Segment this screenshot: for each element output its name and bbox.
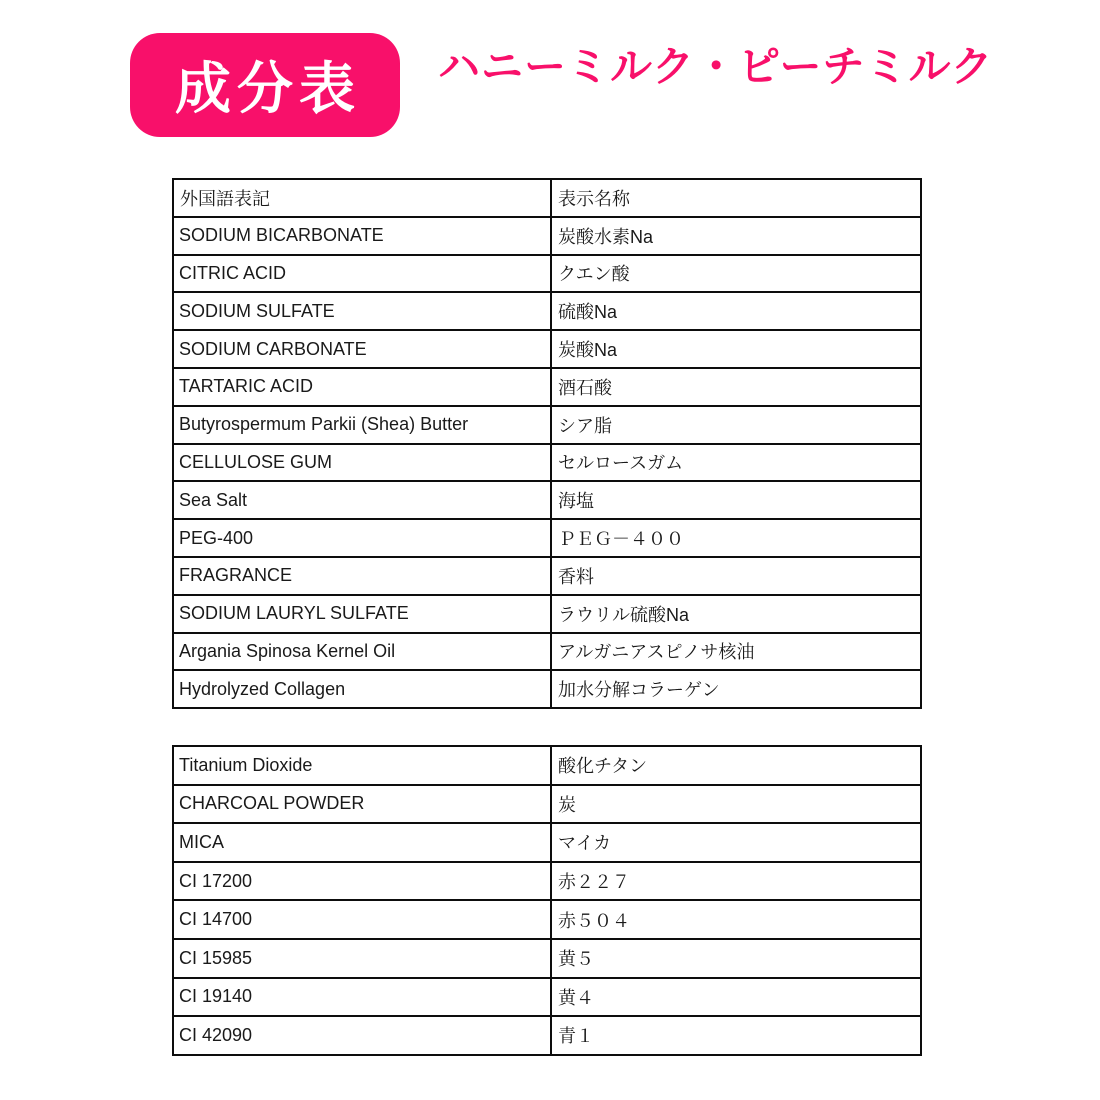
ingredient-foreign-cell: CI 19140: [173, 978, 551, 1017]
ingredient-display-cell: 海塩: [551, 481, 921, 519]
ingredient-foreign-cell: CELLULOSE GUM: [173, 444, 551, 482]
ingredient-display-cell: アルガニアスピノサ核油: [551, 633, 921, 671]
table-row: [173, 292, 921, 330]
ingredient-foreign-cell: CI 42090: [173, 1016, 551, 1055]
table-row: [173, 633, 921, 671]
ingredient-foreign-cell: CHARCOAL POWDER: [173, 785, 551, 824]
ingredient-display-cell: 青１: [551, 1016, 921, 1055]
column-header-foreign-notation: 外国語表記: [173, 179, 551, 217]
ingredient-display-cell: 加水分解コラーゲン: [551, 670, 921, 708]
ingredient-display-cell: マイカ: [551, 823, 921, 862]
table-row: [173, 557, 921, 595]
ingredient-display-cell: 炭酸水素Na: [551, 217, 921, 255]
ingredient-display-cell: 酸化チタン: [551, 746, 921, 785]
ingredient-foreign-cell: CI 17200: [173, 862, 551, 901]
ingredient-display-cell: シア脂: [551, 406, 921, 444]
table-row: [173, 519, 921, 557]
table-row: [173, 785, 921, 824]
ingredients-table-main: [172, 178, 922, 709]
ingredient-display-cell: クエン酸: [551, 255, 921, 293]
ingredient-foreign-cell: SODIUM SULFATE: [173, 292, 551, 330]
table-row: [173, 939, 921, 978]
ingredient-display-cell: セルロースガム: [551, 444, 921, 482]
table-row: [173, 1016, 921, 1055]
ingredient-foreign-cell: MICA: [173, 823, 551, 862]
ingredient-display-cell: 炭: [551, 785, 921, 824]
ingredient-display-cell: 赤２２７: [551, 862, 921, 901]
ingredient-foreign-cell: Titanium Dioxide: [173, 746, 551, 785]
table-row: [173, 481, 921, 519]
ingredient-foreign-cell: Argania Spinosa Kernel Oil: [173, 633, 551, 671]
ingredient-foreign-cell: SODIUM BICARBONATE: [173, 217, 551, 255]
ingredient-display-cell: 黄５: [551, 939, 921, 978]
table-row: [173, 330, 921, 368]
ingredient-foreign-cell: PEG-400: [173, 519, 551, 557]
column-header-display-name: 表示名称: [551, 179, 921, 217]
ingredient-foreign-cell: Sea Salt: [173, 481, 551, 519]
table-row: [173, 862, 921, 901]
ingredients-badge: 成分表: [130, 33, 400, 137]
ingredient-foreign-cell: FRAGRANCE: [173, 557, 551, 595]
table-row: [173, 823, 921, 862]
ingredient-foreign-cell: Hydrolyzed Collagen: [173, 670, 551, 708]
table-header-row: [173, 179, 921, 217]
table-row: [173, 900, 921, 939]
ingredient-foreign-cell: CI 14700: [173, 900, 551, 939]
ingredient-display-cell: 黄４: [551, 978, 921, 1017]
table-row: [173, 368, 921, 406]
ingredient-foreign-cell: CITRIC ACID: [173, 255, 551, 293]
table-row: [173, 444, 921, 482]
table-row: [173, 406, 921, 444]
product-title: ハニーミルク・ピーチミルク: [438, 43, 994, 90]
ingredient-foreign-cell: SODIUM LAURYL SULFATE: [173, 595, 551, 633]
ingredient-foreign-cell: Butyrospermum Parkii (Shea) Butter: [173, 406, 551, 444]
table-row: [173, 255, 921, 293]
table-row: [173, 978, 921, 1017]
table-row: [173, 746, 921, 785]
ingredient-display-cell: ＰＥＧ－４００: [551, 519, 921, 557]
ingredient-display-cell: 香料: [551, 557, 921, 595]
ingredient-display-cell: ラウリル硫酸Na: [551, 595, 921, 633]
ingredient-foreign-cell: TARTARIC ACID: [173, 368, 551, 406]
ingredient-foreign-cell: SODIUM CARBONATE: [173, 330, 551, 368]
ingredients-table-colorants: [172, 745, 922, 1056]
table-row: [173, 670, 921, 708]
ingredient-foreign-cell: CI 15985: [173, 939, 551, 978]
table-row: [173, 217, 921, 255]
table-row: [173, 595, 921, 633]
ingredient-display-cell: 赤５０４: [551, 900, 921, 939]
ingredient-display-cell: 炭酸Na: [551, 330, 921, 368]
ingredient-display-cell: 酒石酸: [551, 368, 921, 406]
ingredient-display-cell: 硫酸Na: [551, 292, 921, 330]
